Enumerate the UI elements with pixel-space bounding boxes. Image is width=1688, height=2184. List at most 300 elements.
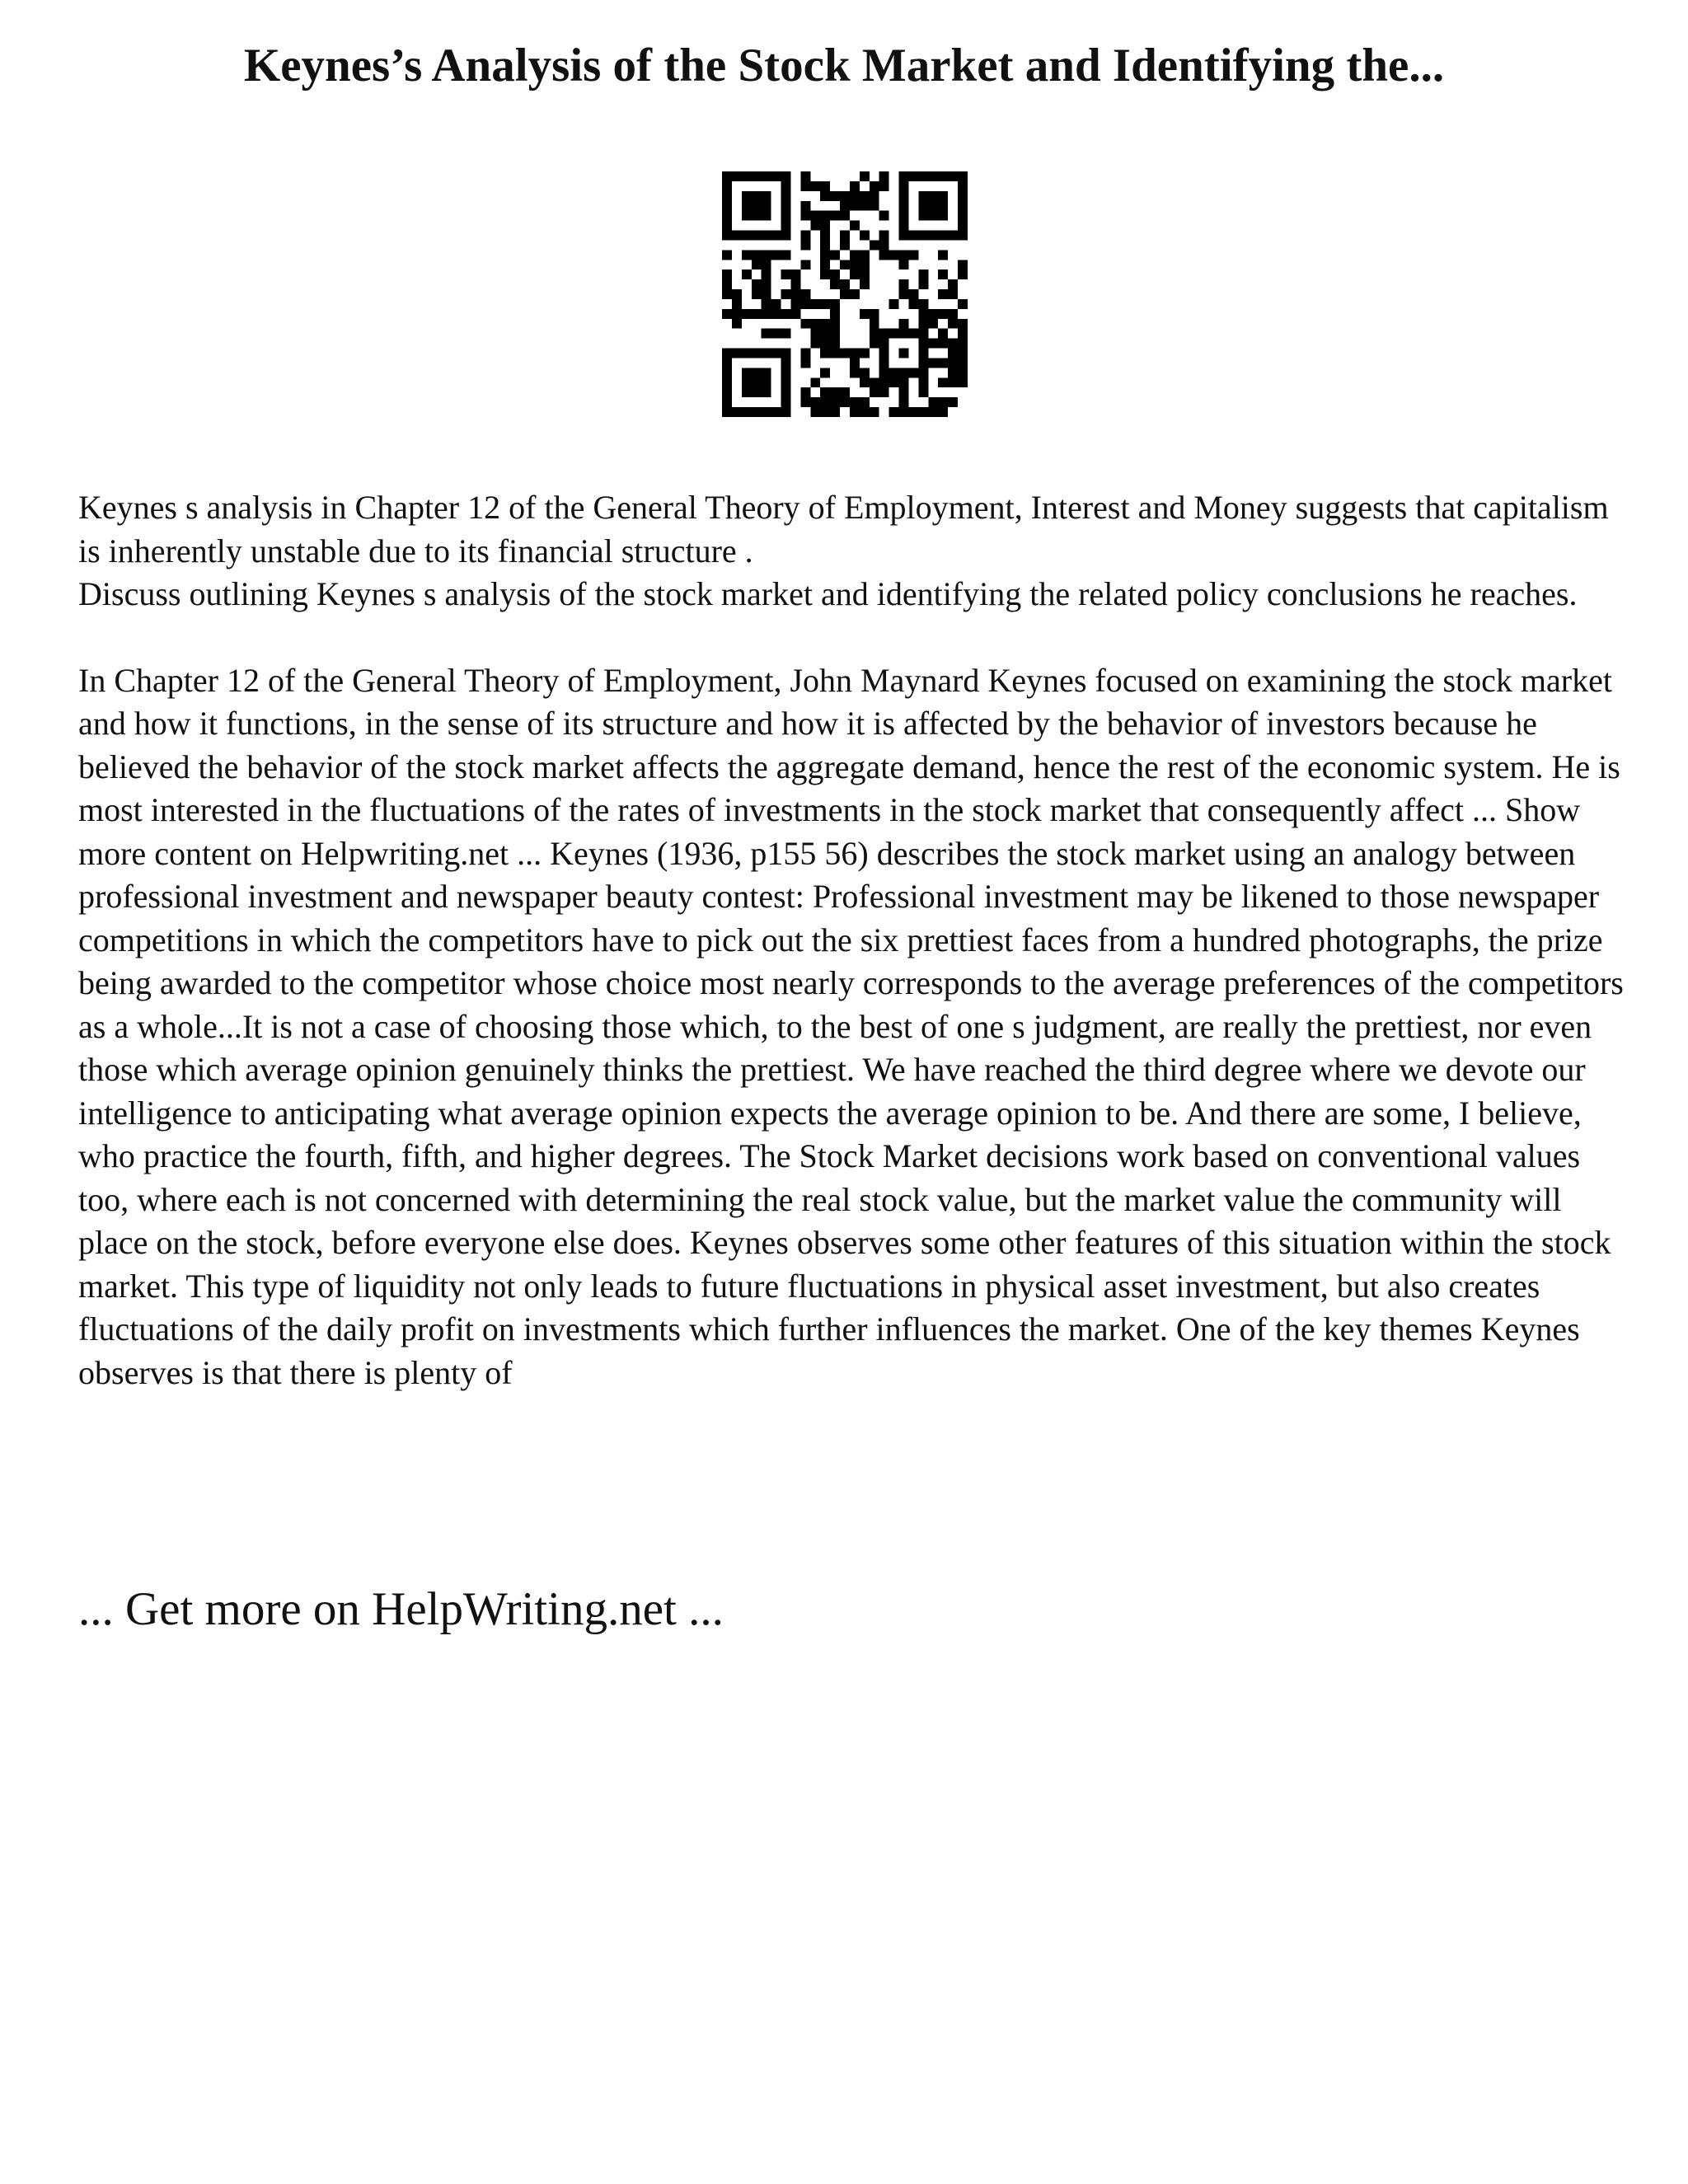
qr-module bbox=[840, 349, 850, 359]
qr-module bbox=[732, 299, 742, 309]
qr-module bbox=[732, 349, 742, 359]
qr-module bbox=[732, 231, 742, 241]
qr-module bbox=[820, 211, 830, 221]
qr-module bbox=[958, 377, 968, 387]
qr-module bbox=[790, 289, 800, 299]
qr-module bbox=[938, 269, 948, 279]
qr-module bbox=[722, 171, 732, 181]
prompt-line-2: Discuss outlining Keynes s analysis of the stock market and identifying the related policy conclusions he reaches. bbox=[78, 575, 1578, 612]
qr-module bbox=[860, 171, 870, 181]
qr-module bbox=[722, 387, 732, 397]
qr-module bbox=[722, 407, 732, 417]
qr-module bbox=[840, 201, 850, 211]
qr-module bbox=[781, 329, 791, 339]
qr-module bbox=[928, 407, 938, 417]
qr-module bbox=[762, 231, 771, 241]
qr-module bbox=[928, 171, 938, 181]
prompt-line-1: Keynes s analysis in Chapter 12 of the General Theory of Employment, Interest and Money suggests that capitalism is inherently unstable due to its financial structure . bbox=[78, 489, 1609, 569]
qr-module bbox=[958, 349, 968, 359]
qr-module bbox=[958, 269, 968, 279]
qr-module bbox=[918, 211, 928, 221]
qr-module bbox=[918, 358, 928, 368]
qr-module bbox=[918, 231, 928, 241]
qr-module bbox=[810, 339, 820, 349]
qr-module bbox=[820, 397, 830, 407]
qr-module bbox=[889, 377, 899, 387]
qr-module bbox=[742, 377, 752, 387]
qr-module bbox=[800, 319, 810, 329]
qr-module bbox=[958, 260, 968, 269]
qr-module bbox=[850, 368, 860, 377]
qr-module bbox=[800, 349, 810, 359]
qr-module bbox=[860, 349, 870, 359]
qr-module bbox=[752, 171, 762, 181]
qr-module bbox=[958, 211, 968, 221]
qr-module bbox=[899, 349, 909, 359]
qr-module bbox=[948, 231, 958, 241]
qr-module bbox=[908, 250, 918, 260]
qr-module bbox=[948, 368, 958, 377]
qr-module bbox=[820, 191, 830, 201]
qr-module bbox=[752, 260, 762, 269]
qr-module bbox=[840, 397, 850, 407]
qr-module bbox=[958, 221, 968, 231]
qr-module bbox=[899, 260, 909, 269]
qr-module bbox=[830, 339, 840, 349]
qr-module bbox=[850, 181, 860, 191]
qr-module bbox=[948, 397, 958, 407]
qr-module bbox=[948, 279, 958, 289]
qr-module bbox=[840, 289, 850, 299]
qr-module bbox=[879, 211, 889, 221]
qr-module bbox=[918, 368, 928, 377]
qr-module bbox=[722, 250, 732, 260]
qr-module bbox=[840, 191, 850, 201]
qr-module bbox=[938, 377, 948, 387]
qr-module bbox=[938, 211, 948, 221]
qr-module bbox=[771, 299, 781, 309]
qr-module bbox=[899, 407, 909, 417]
qr-module bbox=[899, 279, 909, 289]
qr-module bbox=[732, 407, 742, 417]
qr-module bbox=[820, 407, 830, 417]
qr-module bbox=[810, 221, 820, 231]
qr-module bbox=[958, 319, 968, 329]
qr-module bbox=[742, 407, 752, 417]
qr-module bbox=[762, 407, 771, 417]
qr-module bbox=[752, 289, 762, 299]
qr-module bbox=[938, 191, 948, 201]
qr-module bbox=[879, 250, 889, 260]
qr-module bbox=[762, 368, 771, 377]
qr-module bbox=[918, 279, 928, 289]
qr-module bbox=[771, 309, 781, 319]
qr-module bbox=[722, 368, 732, 377]
qr-module bbox=[879, 240, 889, 250]
qr-module bbox=[771, 349, 781, 359]
qr-module bbox=[908, 407, 918, 417]
qr-module bbox=[762, 329, 771, 339]
qr-module bbox=[762, 201, 771, 211]
qr-module bbox=[870, 377, 879, 387]
qr-module bbox=[742, 211, 752, 221]
qr-module bbox=[722, 201, 732, 211]
qr-module bbox=[800, 201, 810, 211]
qr-module bbox=[938, 407, 948, 417]
qr-module bbox=[800, 358, 810, 368]
qr-module bbox=[918, 387, 928, 397]
qr-module bbox=[879, 329, 889, 339]
qr-module bbox=[762, 349, 771, 359]
qr-module bbox=[889, 368, 899, 377]
qr-module bbox=[928, 201, 938, 211]
qr-module bbox=[879, 358, 889, 368]
qr-module bbox=[918, 377, 928, 387]
qr-module bbox=[918, 309, 928, 319]
qr-module bbox=[899, 289, 909, 299]
qr-module bbox=[850, 289, 860, 299]
qr-module bbox=[928, 397, 938, 407]
qr-module bbox=[948, 358, 958, 368]
qr-module bbox=[860, 231, 870, 241]
qr-module bbox=[781, 171, 791, 181]
qr-module bbox=[860, 250, 870, 260]
qr-module bbox=[870, 201, 879, 211]
get-more-link[interactable]: ... Get more on HelpWriting.net ... bbox=[78, 1583, 724, 1635]
qr-module bbox=[958, 171, 968, 181]
qr-module bbox=[781, 397, 791, 407]
qr-module bbox=[928, 231, 938, 241]
qr-module bbox=[958, 231, 968, 241]
qr-module bbox=[928, 339, 938, 349]
qr-module bbox=[830, 407, 840, 417]
qr-module bbox=[918, 299, 928, 309]
qr-module bbox=[908, 299, 918, 309]
qr-module bbox=[722, 289, 732, 299]
qr-module bbox=[879, 181, 889, 191]
qr-module bbox=[742, 201, 752, 211]
qr-module bbox=[899, 231, 909, 241]
qr-module bbox=[781, 221, 791, 231]
qr-module bbox=[781, 309, 791, 319]
qr-module bbox=[879, 339, 889, 349]
qr-module bbox=[820, 231, 830, 241]
qr-module bbox=[820, 181, 830, 191]
qr-module bbox=[810, 319, 820, 329]
qr-module bbox=[781, 407, 791, 417]
qr-module bbox=[722, 279, 732, 289]
qr-module bbox=[762, 171, 771, 181]
qr-module bbox=[948, 377, 958, 387]
qr-module bbox=[742, 309, 752, 319]
qr-module bbox=[860, 191, 870, 201]
qr-module bbox=[781, 349, 791, 359]
qr-module bbox=[830, 397, 840, 407]
qr-module bbox=[840, 231, 850, 241]
qr-module bbox=[870, 319, 879, 329]
qr-module bbox=[830, 250, 840, 260]
qr-module bbox=[938, 201, 948, 211]
qr-module bbox=[938, 329, 948, 339]
qr-module bbox=[870, 329, 879, 339]
qr-module bbox=[840, 211, 850, 221]
qr-module bbox=[870, 309, 879, 319]
qr-module bbox=[918, 319, 928, 329]
qr-module bbox=[820, 368, 830, 377]
qr-module bbox=[899, 171, 909, 181]
qr-module bbox=[860, 407, 870, 417]
qr-module bbox=[820, 329, 830, 339]
qr-module bbox=[928, 319, 938, 329]
qr-module bbox=[958, 358, 968, 368]
qr-module bbox=[928, 309, 938, 319]
qr-module bbox=[800, 387, 810, 397]
qr-module bbox=[752, 250, 762, 260]
qr-module bbox=[850, 397, 860, 407]
qr-module bbox=[918, 339, 928, 349]
qr-module bbox=[938, 231, 948, 241]
qr-module bbox=[918, 329, 928, 339]
qr-module bbox=[928, 211, 938, 221]
qr-module bbox=[958, 368, 968, 377]
qr-module bbox=[810, 329, 820, 339]
qr-module bbox=[850, 260, 860, 269]
qr-module bbox=[810, 181, 820, 191]
qr-module bbox=[752, 279, 762, 289]
qr-module bbox=[742, 231, 752, 241]
essay-paragraph: In Chapter 12 of the General Theory of Employment, John Maynard Keynes focused on examining the stock market and how it functions, in the sense of its structure and how it is affected by the behavior of investors because he believed the behavior of the stock market affects the aggregate demand, hence the rest of the economic system. He is most interested in the fluctuations of the rates of investments in the stock market that consequently affect ... Show more content on Helpwriting.net ... Keynes (1936, p155 56) describes the stock market using an analogy between professional investment and newspaper beauty contest: Professional investment may be likened to those newspaper competitions in which the competitors have to pick out the six prettiest faces from a hundred photographs, the prize being awarded to the competitor whose choice most nearly corresponds to the average preferences of the competitors as a whole...It is not a case of choosing those which, to the best of one s judgment, are really the prettiest, nor even those which average opinion genuinely thinks the prettiest. We have reached the third degree where we devote our intelligence to anticipating what average opinion expects the average opinion to be. And there are some, I believe, who practice the fourth, fifth, and higher degrees. The Stock Market decisions work based on conventional values too, where each is not concerned with determining the real stock value, but the market value the community will place on the stock, before everyone else does. Keynes observes some other features of this situation within the stock market. This type of liquidity not only leads to future fluctuations in physical asset investment, but also creates fluctuations of the daily profit on investments which further influences the market. One of the key themes Keynes observes is that there is plenty of bbox=[78, 661, 1624, 1391]
qr-module bbox=[781, 211, 791, 221]
qr-module bbox=[870, 387, 879, 397]
qr-module bbox=[781, 368, 791, 377]
qr-module bbox=[870, 407, 879, 417]
qr-module bbox=[899, 211, 909, 221]
qr-module bbox=[840, 240, 850, 250]
qr-module bbox=[860, 269, 870, 279]
qr-module bbox=[899, 368, 909, 377]
qr-module bbox=[790, 299, 800, 309]
qr-module bbox=[840, 260, 850, 269]
qr-module bbox=[820, 250, 830, 260]
qr-module bbox=[800, 171, 810, 181]
qr-module bbox=[781, 231, 791, 241]
qr-module bbox=[870, 181, 879, 191]
qr-module bbox=[762, 299, 771, 309]
qr-module bbox=[800, 211, 810, 221]
qr-module bbox=[918, 171, 928, 181]
qr-module bbox=[860, 201, 870, 211]
qr-module bbox=[918, 201, 928, 211]
qr-module bbox=[879, 368, 889, 377]
qr-module bbox=[810, 397, 820, 407]
qr-module bbox=[850, 191, 860, 201]
qr-module bbox=[781, 377, 791, 387]
qr-module bbox=[958, 201, 968, 211]
qr-module bbox=[790, 279, 800, 289]
qr-module bbox=[732, 319, 742, 329]
qr-module bbox=[870, 191, 879, 201]
qr-module bbox=[879, 231, 889, 241]
qr-module bbox=[722, 181, 732, 191]
qr-module bbox=[899, 221, 909, 231]
qr-module bbox=[752, 407, 762, 417]
qr-module bbox=[850, 269, 860, 279]
qr-module bbox=[781, 181, 791, 191]
qr-module bbox=[870, 240, 879, 250]
qr-module bbox=[899, 181, 909, 191]
qr-module bbox=[948, 339, 958, 349]
qr-module bbox=[722, 269, 732, 279]
qr-module bbox=[860, 279, 870, 289]
qr-module bbox=[771, 250, 781, 260]
qr-module bbox=[850, 358, 860, 368]
qr-module bbox=[850, 201, 860, 211]
qr-module bbox=[879, 387, 889, 397]
qr-module bbox=[800, 260, 810, 269]
qr-module bbox=[918, 407, 928, 417]
qr-module bbox=[820, 269, 830, 279]
qr-module bbox=[790, 309, 800, 319]
qr-module bbox=[830, 299, 840, 309]
qr-module bbox=[752, 191, 762, 201]
qr-module bbox=[722, 231, 732, 241]
qr-module bbox=[908, 329, 918, 339]
qr-module bbox=[722, 191, 732, 201]
qr-module bbox=[722, 377, 732, 387]
qr-module bbox=[820, 299, 830, 309]
qr-module bbox=[781, 387, 791, 397]
qr-module bbox=[742, 269, 752, 279]
qr-module bbox=[790, 269, 800, 279]
qr-module bbox=[958, 191, 968, 201]
qr-module bbox=[771, 171, 781, 181]
qr-module bbox=[762, 309, 771, 319]
qr-module bbox=[820, 240, 830, 250]
qr-module bbox=[938, 309, 948, 319]
qr-module bbox=[830, 211, 840, 221]
qr-module bbox=[879, 377, 889, 387]
qr-module bbox=[762, 387, 771, 397]
qr-module bbox=[958, 181, 968, 191]
qr-module bbox=[742, 387, 752, 397]
qr-module bbox=[938, 397, 948, 407]
qr-module bbox=[830, 269, 840, 279]
qr-module bbox=[899, 250, 909, 260]
qr-module bbox=[889, 299, 899, 309]
qr-module bbox=[908, 171, 918, 181]
qr-module bbox=[722, 309, 732, 319]
qr-module bbox=[840, 387, 850, 397]
qr-module bbox=[742, 368, 752, 377]
qr-module bbox=[742, 349, 752, 359]
qr-module bbox=[889, 250, 899, 260]
document-body bbox=[78, 486, 1628, 1394]
qr-module bbox=[781, 250, 791, 260]
qr-module bbox=[918, 191, 928, 201]
qr-module bbox=[762, 250, 771, 260]
qr-module bbox=[918, 269, 928, 279]
qr-module bbox=[810, 377, 820, 387]
qr-module bbox=[732, 289, 742, 299]
qr-module bbox=[948, 309, 958, 319]
qr-code-graphic bbox=[722, 171, 968, 417]
qr-module bbox=[938, 250, 948, 260]
qr-module bbox=[928, 358, 938, 368]
qr-module bbox=[928, 191, 938, 201]
qr-module bbox=[908, 289, 918, 299]
qr-module bbox=[752, 201, 762, 211]
qr-module bbox=[908, 231, 918, 241]
qr-module bbox=[948, 289, 958, 299]
qr-module bbox=[899, 329, 909, 339]
qr-module bbox=[820, 387, 830, 397]
qr-module bbox=[860, 397, 870, 407]
qr-module bbox=[762, 269, 771, 279]
qr-module bbox=[938, 171, 948, 181]
qr-module bbox=[918, 349, 928, 359]
qr-module bbox=[820, 339, 830, 349]
qr-module bbox=[879, 171, 889, 181]
qr-module bbox=[850, 407, 860, 417]
qr-module bbox=[781, 191, 791, 201]
document-title: Keynes’s Analysis of the Stock Market and Identifying the... bbox=[243, 40, 1445, 91]
qr-module bbox=[850, 221, 860, 231]
qr-module bbox=[860, 368, 870, 377]
qr-module bbox=[830, 309, 840, 319]
qr-code-icon bbox=[722, 171, 968, 417]
qr-module bbox=[830, 349, 840, 359]
qr-module bbox=[899, 397, 909, 407]
qr-module bbox=[938, 289, 948, 299]
qr-module bbox=[899, 201, 909, 211]
qr-module bbox=[870, 339, 879, 349]
qr-module bbox=[722, 397, 732, 407]
paragraph-gap bbox=[78, 616, 1628, 659]
qr-module bbox=[762, 260, 771, 269]
qr-module bbox=[899, 191, 909, 201]
qr-module bbox=[771, 329, 781, 339]
qr-module bbox=[850, 349, 860, 359]
qr-module bbox=[781, 289, 791, 299]
qr-module bbox=[742, 171, 752, 181]
qr-module bbox=[840, 279, 850, 289]
qr-module bbox=[762, 211, 771, 221]
qr-module bbox=[800, 289, 810, 299]
qr-module bbox=[830, 329, 840, 339]
qr-module bbox=[958, 299, 968, 309]
qr-module bbox=[800, 299, 810, 309]
qr-module bbox=[820, 349, 830, 359]
qr-module bbox=[781, 358, 791, 368]
qr-module bbox=[958, 329, 968, 339]
qr-module bbox=[820, 260, 830, 269]
qr-module bbox=[889, 407, 899, 417]
qr-module bbox=[948, 319, 958, 329]
qr-module bbox=[752, 309, 762, 319]
qr-module bbox=[752, 211, 762, 221]
qr-module bbox=[742, 250, 752, 260]
qr-module bbox=[810, 211, 820, 221]
qr-module bbox=[722, 211, 732, 221]
qr-module bbox=[850, 250, 860, 260]
qr-module bbox=[722, 349, 732, 359]
qr-module bbox=[771, 231, 781, 241]
qr-module bbox=[830, 319, 840, 329]
qr-module bbox=[800, 181, 810, 191]
qr-module bbox=[722, 358, 732, 368]
qr-module bbox=[810, 299, 820, 309]
qr-module bbox=[908, 368, 918, 377]
